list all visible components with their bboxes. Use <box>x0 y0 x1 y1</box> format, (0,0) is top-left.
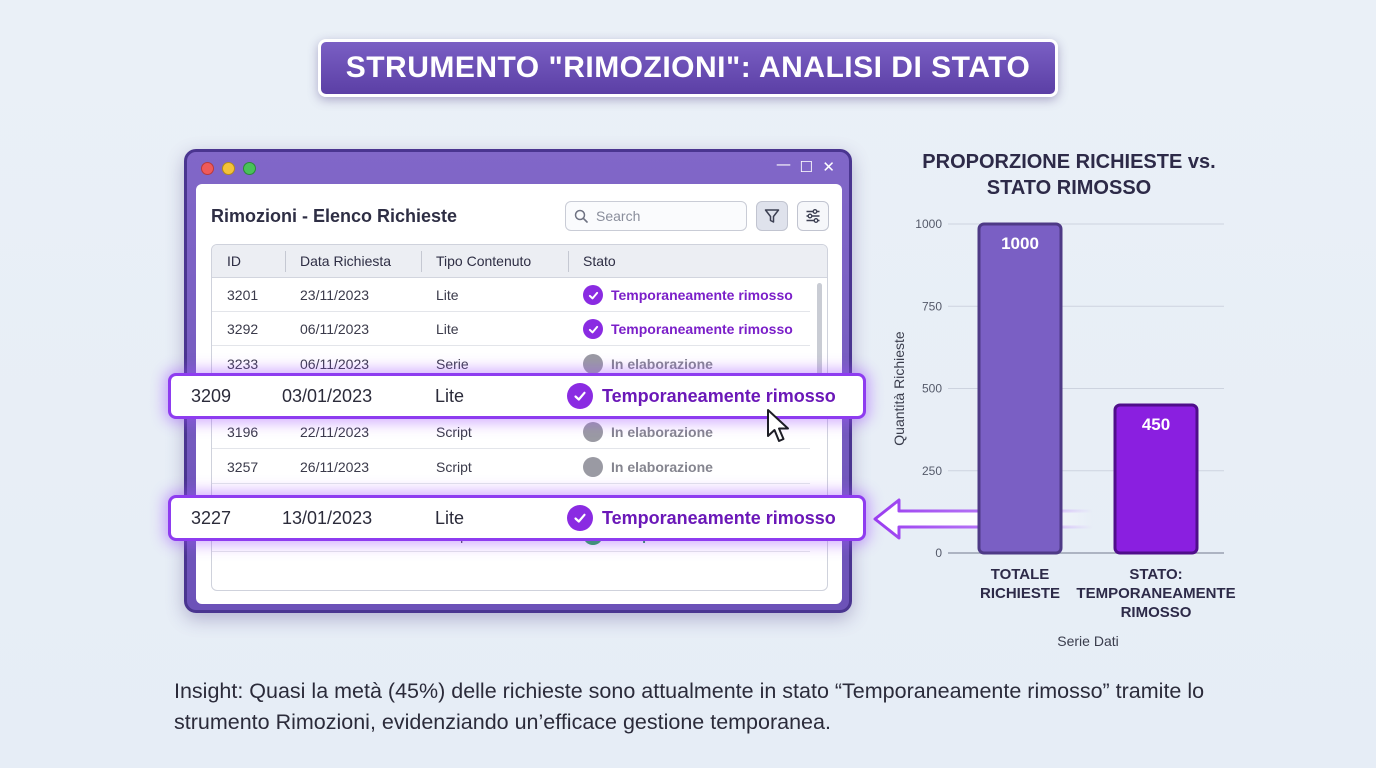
x-tick-label: RIMOSSO <box>1120 604 1192 621</box>
x-tick-label: TOTALE <box>990 566 1050 583</box>
cell-status <box>583 319 793 339</box>
filter-icon <box>764 208 780 224</box>
highlighted-row-3209[interactable] <box>168 373 866 419</box>
data-label: 1000 <box>1001 234 1039 253</box>
pending-dot-icon <box>583 457 603 477</box>
cell-type: Serie <box>436 355 469 372</box>
page-title-banner <box>318 39 1058 97</box>
y-tick-label: 0 <box>935 546 942 560</box>
table-row[interactable] <box>212 415 810 449</box>
highlighted-row-id: 3227 <box>191 508 232 528</box>
pending-dot-icon <box>583 354 603 374</box>
column-header-id[interactable]: ID <box>227 253 241 269</box>
data-label: 450 <box>1141 414 1171 434</box>
highlighted-row-status <box>567 383 836 409</box>
search-box[interactable] <box>565 201 747 231</box>
sliders-icon <box>805 208 821 224</box>
pending-dot-icon <box>583 422 603 442</box>
cell-id: 3257 <box>227 458 259 475</box>
highlighted-row-id: 3209 <box>191 386 232 406</box>
window-zoom-dot[interactable] <box>243 162 256 175</box>
column-header-status[interactable]: Stato <box>583 253 616 269</box>
search-input[interactable] <box>596 208 736 224</box>
cell-status <box>583 422 713 442</box>
chart-title: PROPORZIONE RICHIESTE vs. STATO RIMOSSO <box>922 151 1216 199</box>
bar <box>979 224 1061 553</box>
search-icon <box>574 209 588 223</box>
cell-status <box>583 354 713 374</box>
highlighted-row-date: 13/01/2023 <box>282 508 373 528</box>
cell-type: Lite <box>436 287 459 303</box>
y-tick-label: 250 <box>921 463 942 478</box>
highlighted-row-status <box>567 505 836 531</box>
cell-type: Script <box>436 424 472 441</box>
status-label: Temporaneamente rimosso <box>611 287 793 303</box>
page-title: STRUMENTO "RIMOZIONI": ANALISI DI STATO <box>345 51 1031 84</box>
column-divider[interactable] <box>421 251 422 272</box>
table-scrollbar[interactable] <box>817 283 822 383</box>
minimize-icon[interactable]: — <box>776 155 791 173</box>
insight-text: Insight: Quasi la metà (45%) delle richieste sono attualmente in stato “Temporaneamente rimosso” tramite lo strumento Rimozioni, evidenziando un’efficace gestione temporanea. <box>174 679 1205 734</box>
filter-button[interactable] <box>756 201 788 231</box>
close-icon[interactable]: ✕ <box>822 158 835 176</box>
x-tick-label: TEMPORANEAMENTE <box>1076 585 1236 602</box>
check-icon <box>583 285 603 305</box>
status-label: In elaborazione <box>611 424 713 441</box>
cell-id: 3201 <box>227 287 259 303</box>
status-label: In elaborazione <box>611 355 713 372</box>
table-row[interactable] <box>212 278 810 312</box>
cell-status <box>583 457 713 477</box>
column-header-type[interactable]: Tipo Contenuto <box>436 253 532 269</box>
cell-date: 23/11/2023 <box>300 287 370 303</box>
status-label: Temporaneamente rimosso <box>602 385 836 406</box>
highlighted-row-type: Lite <box>435 386 465 406</box>
status-label: Temporaneamente rimosso <box>611 321 793 338</box>
highlighted-row-date: 03/01/2023 <box>282 386 373 406</box>
highlighted-row-type: Lite <box>435 508 465 528</box>
cell-id: 3196 <box>227 424 259 441</box>
status-label: Temporaneamente rimosso <box>602 507 836 528</box>
status-label: In elaborazione <box>611 458 713 475</box>
view-settings-button[interactable] <box>797 201 829 231</box>
cell-id: 3233 <box>227 355 259 372</box>
y-tick-label: 500 <box>921 381 942 396</box>
highlighted-row-3227[interactable] <box>168 495 866 541</box>
table-row[interactable] <box>212 312 810 346</box>
window-minimize-dot[interactable] <box>222 162 235 175</box>
cell-date: 22/11/2023 <box>300 424 370 441</box>
cell-date: 06/11/2023 <box>300 321 370 338</box>
bar-chart <box>880 210 1250 655</box>
y-tick-label: 1000 <box>915 217 942 231</box>
x-tick-label: RICHIESTE <box>979 585 1061 602</box>
column-divider[interactable] <box>285 251 286 272</box>
maximize-icon[interactable]: ☐ <box>799 158 813 176</box>
cell-date: 06/11/2023 <box>300 355 370 372</box>
column-header-date[interactable]: Data Richiesta <box>300 253 392 269</box>
cell-id: 3292 <box>227 321 259 338</box>
check-icon <box>567 505 593 531</box>
y-axis-label: Quantità Richieste <box>891 331 907 446</box>
x-axis-label: Serie Dati <box>1057 633 1119 649</box>
cell-status <box>583 285 793 305</box>
table-header <box>212 245 827 278</box>
cell-date: 26/11/2023 <box>300 458 370 475</box>
table-row[interactable] <box>212 450 810 484</box>
check-icon <box>583 319 603 339</box>
column-divider[interactable] <box>568 251 569 272</box>
window-close-dot[interactable] <box>201 162 214 175</box>
x-tick-label: STATO: <box>1129 566 1183 583</box>
check-icon <box>567 383 593 409</box>
y-tick-label: 750 <box>921 299 942 314</box>
app-title: Rimozioni - Elenco Richieste <box>211 206 458 226</box>
mouse-cursor-icon <box>766 408 792 444</box>
cell-type: Script <box>436 458 472 475</box>
cell-type: Lite <box>436 321 459 338</box>
